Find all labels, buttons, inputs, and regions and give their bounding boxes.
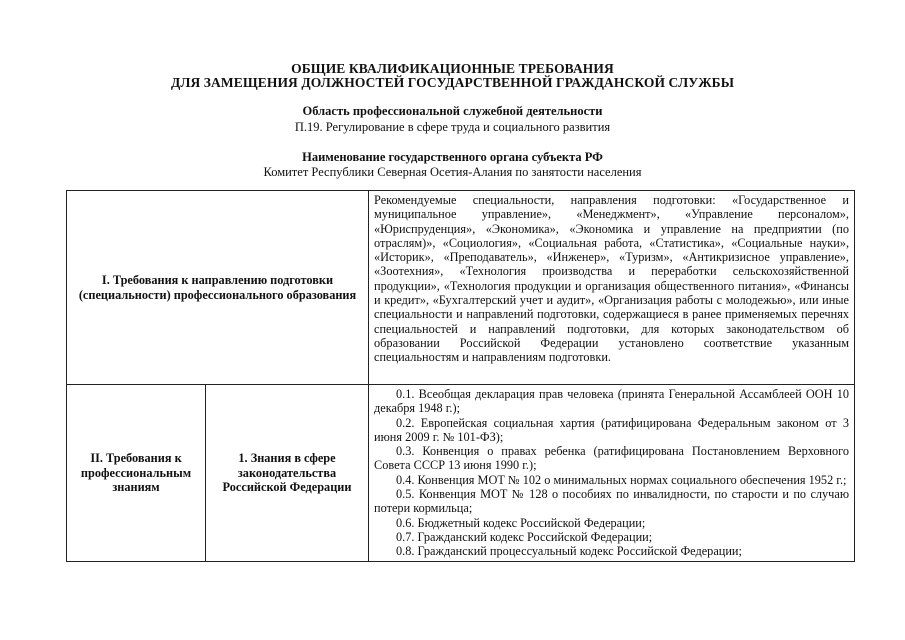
education-requirements-text: Рекомендуемые специальности, направления подготовки: «Государственное и муниципальное управление», «Менеджмент», «Управление персоналом», «Юриспруденция», «Экономика», «Экономика и управление на предприятии (по отраслям)», «Социология», «Социальная работа, «Статистика», «Социальные науки», «Историк», «Преподаватель», «Инженер», «Туризм», «Антикризисное управление», «Зоотехния», «Технология производства и переработки сельскохозяйственной продукции», «Технология продукции и организация общественного питания», «Финансы и кредит», «Бухгалтерский учет и аудит», «Организация работы с молодежью», или иные специальности и направлений подготовки, содержащиеся в ранее применяемых перечнях специальностей и направлений подготовки, для которых законодательством об образовании Российской Федерации установлено соответствие указанным специальностям и направлениям подготовки.	[369, 191, 855, 385]
organ-value: Комитет Республики Северная Осетия-Алания по занятости населения	[263, 165, 642, 179]
organ-label: Наименование государственного органа субъекта РФ	[302, 150, 603, 164]
table-row	[67, 191, 855, 385]
list-item: 0.6. Бюджетный кодекс Российской Федерации;	[396, 515, 646, 530]
legislation-list	[369, 385, 855, 562]
list-item: 0.2. Европейская социальная хартия (ратифицирована Федеральным законом от 3 июня 2009 г. № 101-ФЗ);	[374, 415, 850, 444]
table-row	[67, 385, 855, 562]
document-title-line2: ДЛЯ ЗАМЕЩЕНИЯ ДОЛЖНОСТЕЙ ГОСУДАРСТВЕННОЙ ГРАЖДАНСКОЙ СЛУЖБЫ	[170, 75, 735, 90]
document-title-line1: ОБЩИЕ КВАЛИФИКАЦИОННЫЕ ТРЕБОВАНИЯ	[291, 61, 614, 76]
activity-area-value: П.19. Регулирование в сфере труда и социального развития	[294, 120, 611, 134]
requirements-table	[66, 190, 855, 562]
list-item: 0.4. Конвенция МОТ № 102 о минимальных нормах социального обеспечения 1952 г.;	[396, 472, 847, 487]
knowledge-requirements-label: II. Требования к профессиональным знаниям	[67, 385, 206, 562]
list-item: 0.7. Гражданский кодекс Российской Федерации;	[396, 529, 653, 544]
list-item: 0.8. Гражданский процессуальный кодекс Российской Федерации;	[396, 544, 742, 559]
activity-area-label: Область профессиональной служебной деятельности	[302, 104, 603, 118]
list-item: 0.5. Конвенция МОТ № 128 о пособиях по инвалидности, по старости и по случаю потери кормильца;	[374, 487, 850, 516]
education-requirements-label: I. Требования к направлению подготовки (специальности) профессионального образования	[67, 191, 369, 385]
legislation-knowledge-label: 1. Знания в сфере законодательства Российской Федерации	[206, 385, 369, 562]
list-item: 0.1. Всеобщая декларация прав человека (принята Генеральной Ассамблеей ООН 10 декабря 1948 г.);	[374, 387, 850, 416]
list-item: 0.3. Конвенция о правах ребенка (ратифицирована Постановлением Верховного Совета СССР 13 июня 1990 г.);	[374, 444, 850, 473]
